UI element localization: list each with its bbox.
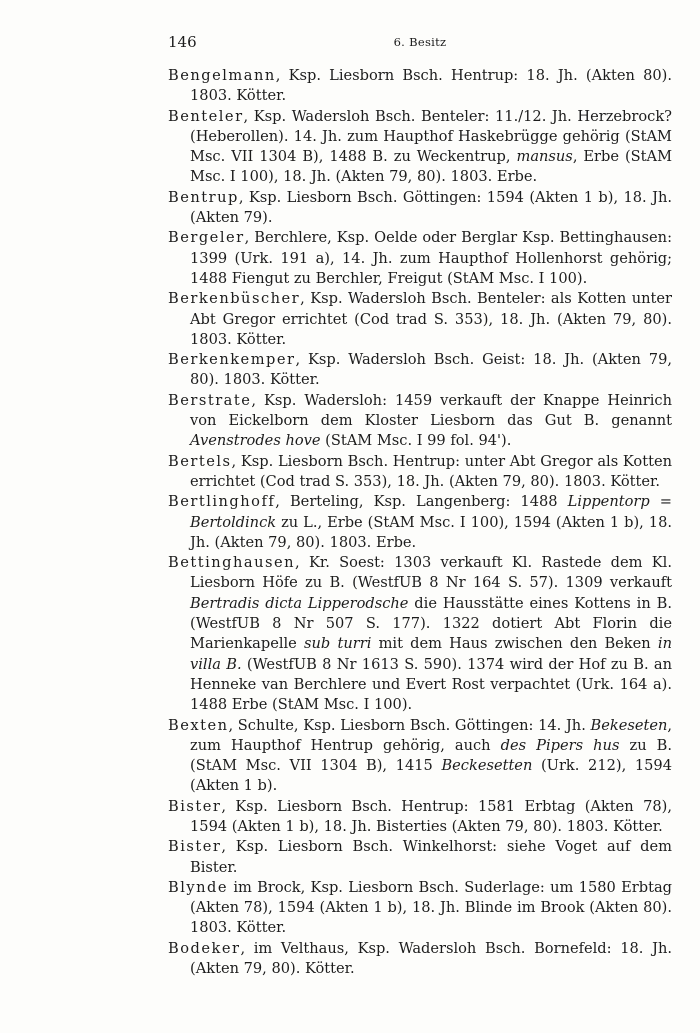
italic-phrase: Bekeseten	[590, 716, 668, 734]
register-entry	[168, 716, 672, 797]
entry-text: , Berteling, Ksp. Langenberg: 1488	[275, 493, 568, 511]
page-number: 146	[168, 33, 197, 51]
register-entry	[168, 350, 672, 391]
italic-phrase: Bertradis dicta Lipperodsche	[190, 594, 409, 612]
entry-text: , Erbe (StAM Msc. I 100), 18. Jh. (Akten 79, 80). 1803. Erbe.	[190, 148, 673, 186]
entry-term: Bertels	[168, 452, 232, 470]
entry-text: , Berchlere, Ksp. Oelde oder Berglar Ksp. Bettinghausen: 1399 (Urk. 191 a), 14. Jh. zum Haupthof Hollenhorst gehörig; 1488 Fiengut zu Berchler, Freigut (StAM Msc. I 100).	[190, 229, 672, 287]
entry-term: Blynde	[168, 878, 229, 896]
italic-phrase: mansus	[516, 148, 573, 166]
entry-text: , Ksp. Liesborn Bsch. Hentrup: 1581 Erbtag (Akten 78), 1594 (Akten 1 b), 18. Jh. Bisterties (Akten 79, 80). 1803. Kötter.	[190, 797, 672, 835]
entry-term: Benteler	[168, 107, 244, 125]
entry-text: (WestfUB 8 Nr 1613 S. 590). 1374 wird der Hof zu B. an Henneke van Berchlere und Evert Rost verpachtet (Urk. 164 a). 1488 Erbe (StAM Msc. I 100).	[190, 655, 672, 714]
entry-term: Bettinghausen	[168, 554, 296, 572]
entry-term: Bertlinghoff	[168, 493, 276, 511]
entry-text: mit dem Haus zwischen den Beken	[371, 635, 658, 653]
register-entry	[168, 553, 672, 715]
italic-phrase: Beckesetten	[441, 757, 533, 775]
entry-text: , Schulte, Ksp. Liesborn Bsch. Göttingen: 14. Jh.	[228, 716, 591, 734]
entry-term: Bexten	[168, 716, 229, 734]
register-entry	[168, 939, 672, 980]
entry-text: =	[649, 493, 672, 511]
page-header	[168, 33, 672, 53]
register-entry	[168, 492, 672, 553]
entry-text: , Ksp. Liesborn Bsch. Göttingen: 1594 (Akten 1 b), 18. Jh. (Akten 79).	[190, 188, 672, 227]
register-entry	[168, 452, 672, 493]
entry-term: Bister	[168, 797, 222, 815]
register-entry	[168, 66, 672, 107]
register-entry	[168, 878, 672, 939]
entry-text: , zum Haupthof Hentrup gehörig, auch	[190, 716, 672, 754]
entry-text: , im Velthaus, Ksp. Wadersloh Bsch. Bornefeld: 18. Jh. (Akten 79, 80). Kötter.	[190, 939, 672, 978]
entry-term: Bentrup	[168, 188, 239, 206]
entry-text: , Ksp. Wadersloh Bsch. Benteler: als Kotten unter Abt Gregor errichtet (Cod trad S. 353), 18. Jh. (Akten 79, 80). 1803. Kötter.	[190, 290, 672, 348]
entry-term: Berstrate	[168, 391, 252, 409]
register-entry	[168, 289, 672, 350]
entry-text: im Brock, Ksp. Liesborn Bsch. Suderlage: um 1580 Erbtag (Akten 78), 1594 (Akten 1 b), 18. Jh. Blinde im Brook (Akten 80). 1803. Kötter.	[190, 878, 672, 937]
entry-text: , Ksp. Liesborn Bsch. Hentrup: 18. Jh. (Akten 80). 1803. Kötter.	[190, 67, 672, 105]
entry-text: zu B. (StAM Msc. VII 1304 B), 1415	[190, 736, 673, 775]
entry-term: Bengelmann	[168, 67, 276, 84]
entry-text: , Ksp. Wadersloh: 1459 verkauft der Knappe Heinrich von Eickelborn dem Kloster Liesborn das Gut B. genannt	[190, 391, 672, 430]
entry-text: , Ksp. Liesborn Bsch. Winkelhorst: siehe Voget auf dem Bister.	[190, 838, 672, 876]
entry-list	[168, 66, 672, 979]
entry-text: zu L., Erbe (StAM Msc. I 100), 1594 (Akten 1 b), 18. Jh. (Akten 79, 80). 1803. Erbe.	[190, 513, 672, 551]
entry-text: , Ksp. Wadersloh Bsch. Benteler: 11./12. Jh. Herzebrock? (Heberollen). 14. Jh. zum Haupthof Haskebrügge gehörig (StAM Msc. VII 1304 B), 1488 B. zu Weckentrup,	[190, 107, 672, 166]
entry-text: die Hausstätte eines Kottens in B. (WestfUB 8 Nr 507 S. 177). 1322 dotiert Abt Florin die Marienkapelle	[190, 594, 672, 653]
running-head: 6. Besitz	[393, 35, 447, 49]
register-entry	[168, 188, 672, 229]
italic-phrase: Bertoldinck	[190, 513, 277, 531]
register-entry	[168, 228, 672, 289]
entry-text: , Ksp. Wadersloh Bsch. Geist: 18. Jh. (Akten 79, 80). 1803. Kötter.	[190, 351, 672, 389]
italic-phrase: Lippentorp	[567, 493, 650, 511]
italic-phrase: Avenstrodes hove	[190, 432, 321, 450]
register-entry	[168, 107, 672, 188]
entry-term: Bergeler	[168, 229, 245, 247]
entry-text: (StAM Msc. I 99 fol. 94').	[320, 432, 512, 450]
entry-text: , Kr. Soest: 1303 verkauft Kl. Rastede dem Kl. Liesborn Höfe zu B. (WestfUB 8 Nr 164 S. 57). 1309 verkauft	[190, 554, 672, 592]
italic-phrase: sub turri	[304, 635, 372, 653]
italic-phrase: des Pipers hus	[500, 736, 620, 754]
register-entry	[168, 837, 672, 878]
entry-text: , Ksp. Liesborn Bsch. Hentrup: unter Abt Gregor als Kotten errichtet (Cod trad S. 353), 18. Jh. (Akten 79, 80). 1803. Kötter.	[190, 452, 672, 490]
entry-term: Bodeker	[168, 939, 241, 957]
register-entry	[168, 391, 672, 452]
entry-term: Berkenbüscher	[168, 290, 301, 308]
entry-term: Bister	[168, 838, 222, 856]
entry-term: Berkenkemper	[168, 351, 296, 369]
entry-text: (Urk. 212), 1594 (Akten 1 b).	[190, 757, 672, 795]
register-entry	[168, 797, 672, 838]
italic-phrase: in villa B.	[190, 635, 672, 673]
